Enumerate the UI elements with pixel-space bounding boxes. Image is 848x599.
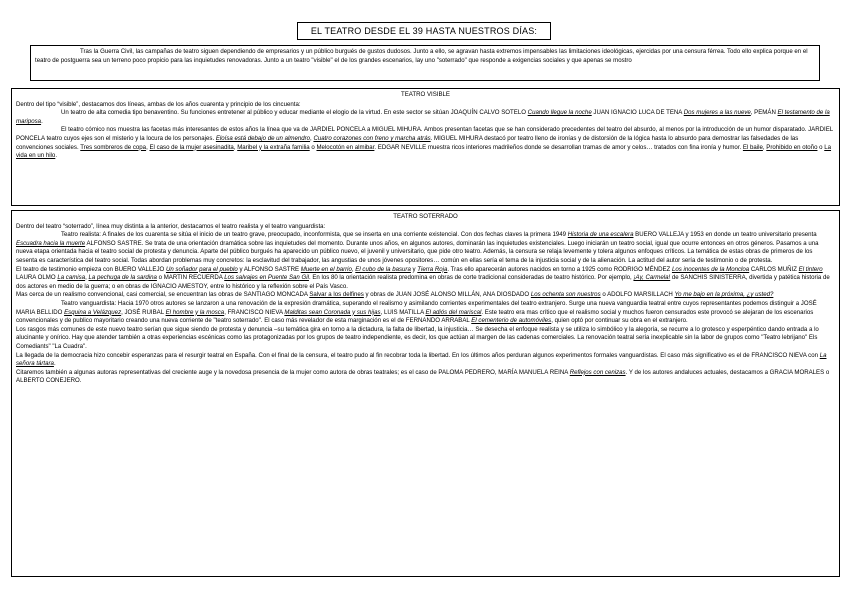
text-run: El teatro cómico nos muestra las facetas más interesantes de estos años la línea que va de JARDIEL PONCELA a MIGUEL MIHURA. Ambos presentan facetas que se han considerado precedentes del teatro del absurdo, al menos por la introducción de un humor disparatado. JARDIEL PONCELA teatro cuyos ejes son el misterio y la locura de los personajes. — [16, 126, 833, 142]
paragraph — [16, 266, 835, 292]
separator: , — [351, 265, 356, 273]
text-run: Teatro realista: A finales de los cuarenta se sitúa el inicio de un teatro grave, preocupado, inconformista, que se inserta en una corriente existencial. Con dos fechas claves la primera 1949 — [61, 231, 568, 239]
text-run: . EDGAR NEVILLE muestra ricos interiores madrileños donde se desarrollan tramas de amor y celos… tratados con fina ironía y humor. — [374, 143, 743, 151]
text-run: . Tras ello aparecerán autores nacidos en torno a 1925 como RODRIGO MÉNDEZ — [447, 265, 672, 273]
work-title: Prohibido en otoño — [766, 143, 818, 151]
paragraph: Los rasgos más comunes de este nuevo teatro serían que sigue siendo de protesta y denuncia –su temática gira en torno a la dictadura, la falta de libertad, la injusticia… Se desecha el enfoque realista y se utiliza lo simbólico y la alegoría, se recurre a lo grotesco y esperpéntico dando entrada a lo alucinante y onírico. Hay que atender también a otras experiencias escénicas como las protagonizadas por los grupos de teatro independiente, es decir, los que actúan al margen de las cadenas comerciales. La renovación teatral sería inexplicable sin la labor de grupos como "Teatro lebrijano" Els Comediants" "La Cuadra". — [16, 325, 819, 350]
paragraph: El teatro cómico nos muestra las facetas más interesantes de estos años la línea que va de JARDIEL PONCELA a MIGUEL MIHURA. Ambos presentan facetas que se han considerado precedentes del teatro del absurdo, al menos por la introducción de un humor disparatado. JARDIEL PONCELA teatro cuyos ejes son el misterio y la locura de los personajes. Eloísa está debajo de un almendro, Cuatro corazones con freno y marcha atrás. MIGUEL MIHURA destacó por teatro lleno de ironías y de distorsión de la lógica hasta lo absurdo para demostrar las falsedades de las convenciones sociales. Tres sombreros de copa, El caso de la mujer asesinadita, Maribel y la extraña familia o Melocotón en almibar. EDGAR NEVILLE muestra ricos interiores madrileños donde se desarrollan tramas de amor y celos… tratados con fina ironía y humor. El baile, Prohibido en otoño o La vida en un hilo. — [16, 126, 833, 160]
work-title: Malditas sean Coronada y sus hijas — [284, 308, 381, 316]
work-title: Tres sombreros de copa — [80, 143, 147, 151]
text-run: o MARTIN RECUERDA — [156, 274, 225, 282]
work-title: La señora tártara — [16, 351, 827, 368]
text-run: . Este teatro era mas crítico que el realismo social y muchos fueron censurados este provocó se alejaran de los escenarios convencionales y de publico mayoritario creando una nueva corriente de "teatro soterrado". El caso más revelador de esta marginación es el de FERNANDO ARRABAL — [16, 308, 814, 325]
text-run: . Y de los autores andaluces actuales, destacamos a GRACIA MORALES o ALBERTO CONEJERO. — [16, 368, 830, 385]
work-title: El tintero — [798, 265, 823, 273]
work-title: Los salvajes en Puente San Gil — [224, 274, 309, 282]
text-run: Mas cerca de un realismo convencional, casi comercial, se encuentran las obras de SANTIAGO MONCADA — [16, 291, 310, 299]
text-run: , — [310, 134, 314, 142]
text-run: El teatro de testimonio empieza con BUERO VALLEJO — [16, 265, 166, 273]
work-title: La pechuga de la sardina — [88, 274, 157, 282]
text-run: o — [309, 143, 317, 151]
paragraph: Dentro del teatro “soterrado”, línea muy distinta a la anterior, destacamos el teatro realista y el teatro vanguardista: — [16, 222, 326, 230]
paragraph — [16, 300, 835, 326]
work-title: Eloísa está debajo de un almendro — [215, 134, 311, 142]
paragraph — [16, 231, 835, 265]
text-run: . MIGUEL MIHURA destacó por teatro lleno de ironías y de distorsión de la lógica hasta lo absurdo para demostrar las falsedades de las convenciones sociales. — [16, 134, 799, 151]
work-title: Dos mujeres a las nueve — [683, 109, 751, 117]
work-title: El cementerio de automóviles — [471, 317, 552, 325]
work-title: Los ochenta son nuestros — [530, 291, 601, 299]
work-title: Historia de una escalera — [567, 231, 634, 239]
text-run: . — [53, 360, 56, 368]
work-title: El adiós del mariscal — [425, 308, 482, 316]
intro-box — [30, 45, 820, 81]
work-title: La camisa — [57, 274, 86, 282]
text-run: Un teatro de alta comedia tipo benaventino. Su funciones entretener al público y educar mediante el elogio de la virtud. En este sector se sitúan JOAQUÍN CALVO SOTELO — [61, 109, 526, 117]
work-title: Maribel y la extraña familia — [237, 143, 310, 151]
work-title: El testamento de la mariposa — [16, 109, 830, 125]
text-run: CARLOS MUÑIZ — [749, 265, 799, 273]
intro-line: ideológicas, ejercidas por una censura férrea. Todo ello explica porque en el teatro de postguerra sea un terreno poco propicio para las inquietudes renovadoras. Junto a un teatro "visible" el de los grandes — [35, 48, 808, 64]
work-title: El cubo de la basura — [355, 265, 411, 273]
work-title: La vida en un hilo — [16, 143, 832, 160]
text-run: Citaremos también a algunas autoras representativas del creciente auge y la novedosa presencia de la mujer como autora de obras teatrales; es el caso de PALOMA PEDRERO, MARÍA MANUELA REINA — [16, 368, 570, 376]
section-heading-soterrado: TEATRO SOTERRADO — [393, 213, 458, 220]
text-run: LAURA OLMO — [16, 274, 58, 282]
intro-line: escenarios, lay uno "soterrado" que responde a exigencias sociales y que apenas se mostro — [382, 56, 632, 64]
page-title: EL TEATRO DESDE EL 39 HASTA NUESTROS DÍAS: — [297, 22, 551, 40]
work-title: Un soñador para el pueblo — [165, 265, 238, 273]
work-title: Melocotón en almibar — [316, 143, 375, 151]
intro-line: Tras la Guerra Civil, las campañas de teatro siguen dependiendo de empresarios y un público burgués de gustos dudosos. Junto a ello, se agravan hasta extremos impensables las limitaciones — [80, 48, 601, 55]
separator: , — [146, 143, 150, 151]
paragraph — [16, 109, 835, 126]
work-title: Cuando llegue la noche — [527, 109, 592, 117]
work-title: El hombre y la mosca — [165, 308, 225, 316]
work-title: Muerte en el barrio — [300, 265, 352, 273]
text-run: . — [41, 117, 43, 125]
text-run: y ALFONSO SASTRE — [237, 265, 301, 273]
separator: , — [762, 143, 767, 151]
text-run: . En los 80 la orientación realista predomina en obras de corte tradicional consideradas de teatro histórico. Por ejemplo, — [308, 274, 634, 282]
work-title: Tierra Roja — [417, 265, 448, 273]
work-title: Yo me bajo en la próxima, ¿y usted? — [674, 291, 774, 299]
paragraph — [16, 352, 835, 369]
separator: , — [233, 143, 238, 151]
text-run: y — [410, 265, 418, 273]
text-run: y obras de JUAN JOSÉ ALONSO MILLÁN, ANA DIOSDADO — [363, 291, 531, 299]
text-run: o ADOLFO MARSILLACH — [600, 291, 675, 299]
separator: . — [55, 152, 58, 160]
underground-theatre-box — [11, 210, 840, 577]
section-heading-visible: TEATRO VISIBLE — [401, 91, 450, 98]
intro-paragraph — [35, 48, 815, 65]
work-title: Cuatro corazones con freno y marcha atrás — [313, 134, 431, 142]
paragraph — [16, 291, 835, 300]
work-title: ¡Ay, Carmela! — [633, 274, 671, 282]
visible-theatre-box — [11, 88, 840, 206]
text-run: , PEMÁN — [750, 109, 778, 117]
work-title: El caso de la mujer asesinadita — [149, 143, 234, 151]
text-run: La llegada de la democracia hizo concebir esperanzas para el resurgir teatral en España. Con el final de la censura, el teatro pudo al fin recobrar toda la libertad. En los últimos años perduran algunos experimentos formales vanguardistas. El caso más significativo es el de FRANCISCO NIEVA con — [16, 351, 820, 359]
separator: , — [85, 274, 89, 282]
text-run: , quien optó por continuar su obra en el extranjero. — [551, 317, 688, 325]
work-title: Salvar a los delfines — [309, 291, 364, 299]
text-run: , JOSÉ RUIBAL — [121, 308, 166, 316]
work-title: Esquina a Velázquez — [64, 308, 122, 316]
text-run: de SANCHIS SINISTERRA, divertida y patética historia de dos actores en medio de la guerra; o en obras de IGNACIO AMESTOY, entre lo histórico y la reflexión sobre el País Vasco. — [16, 274, 830, 290]
work-title: El baile — [742, 143, 763, 151]
work-title: Reflejos con cenizas — [569, 368, 626, 376]
text-run: , FRANCISCO NIEVA — [224, 308, 285, 316]
paragraph: Dentro del tipo “visible”, destacamos dos líneas, ambas de los años cuarenta y principio de los cincuenta: — [16, 100, 301, 108]
text-run: Teatro vanguardista: Hacia 1970 otros autores se lanzaron a una renovación de la expresión dramática, superando el realismo y asimilando corrientes experimentales del teatro extranjero. Surge una nueva vanguardia teatral entre cuyos representantes podemos distinguir a JOSÉ MARIA BELLIDO — [16, 299, 817, 316]
work-title: Escuadra hacia la muerte — [16, 239, 86, 247]
paragraph — [16, 369, 835, 386]
text-run: ALFONSO SASTRE. Se trata de una orientación dramática sobre las inquietudes del momento. Durante unos años, en algunos autores, dominarán las inquietudes existenciales. Luego iniciarán un teatro social, igual que ocurre entonces en otros géneros. Pasamos a una nueva etapa orientada hacia el teatro social de protesta y denuncia. Aparte del público burgués ha aparecido un público nuevo, el juvenil y universitario, que pide otro teatro. Además, la censura se relaja levemente y tolera algunos enfoques críticos. La temática de estas obras de primeros de los sesenta es característica del teatro social. Todas abordan problemas muy concretos: la esclavitud del trabajador, las angustias de unos jóvenes opositores… común en ellas sería el tema de la injusticia social y de la alienación. La actitud del autor sería de testimonio o de protesta. — [16, 239, 819, 264]
text-run: , LUIS MATILLA — [380, 308, 426, 316]
text-run: BUERO VALLEJA y 1953 en donde un teatro universitario presenta — [633, 231, 817, 239]
work-title: Los inocentes de la Moncloa — [671, 265, 750, 273]
text-run: JUAN IGNACIO LUCA DE TENA — [591, 109, 684, 117]
